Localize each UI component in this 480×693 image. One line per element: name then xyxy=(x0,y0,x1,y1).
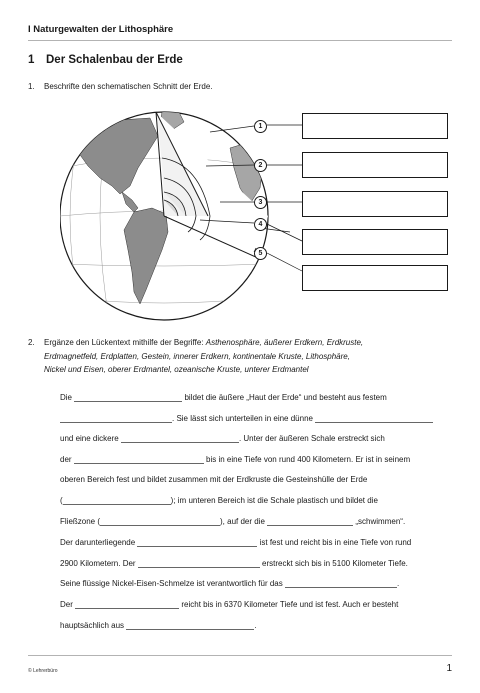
earth-cross-section-illustration xyxy=(60,108,330,328)
cloze-line-5 xyxy=(60,475,452,496)
cloze-line-4 xyxy=(60,454,452,475)
cloze-text-3a: und eine dickere xyxy=(60,434,121,444)
cloze-text-12a: hauptsächlich aus xyxy=(60,620,127,630)
chapter-header: I Naturgewalten der Lithosphäre xyxy=(28,24,452,41)
cloze-text-2b: . Sie lässt sich unterteilen in eine dünne xyxy=(172,413,316,423)
cloze-text-9b: erstreckt sich bis in 5100 Kilometer Tiefe. xyxy=(259,558,408,568)
task-2 xyxy=(28,336,450,377)
cloze-line-3 xyxy=(60,433,452,454)
section-number: 1 xyxy=(28,54,35,66)
cloze-text-9a: 2900 Kilometern. Der xyxy=(60,558,138,568)
cloze-line-2 xyxy=(60,413,452,434)
label-marker-5: 5 xyxy=(254,247,267,260)
cloze-line-7 xyxy=(60,516,452,537)
cloze-text-6b: ); im unteren Bereich ist die Schale plastisch und bildet die xyxy=(170,496,378,506)
cloze-text-3b: . Unter der äußeren Schale erstreckt sich xyxy=(238,434,385,444)
cloze-text-6a: ( xyxy=(60,496,63,506)
cloze-text-12b: . xyxy=(254,620,257,630)
footer-divider xyxy=(28,655,452,656)
answer-box-1[interactable] xyxy=(302,113,448,139)
section-title xyxy=(28,54,183,66)
cloze-text-8b: ist fest und reicht bis in eine Tiefe von rund xyxy=(257,537,412,547)
cloze-line-9 xyxy=(60,558,452,579)
cloze-text xyxy=(60,392,452,640)
cloze-text-7c: „schwimmen“. xyxy=(353,517,406,527)
section-title-text: Der Schalenbau der Erde xyxy=(46,54,183,66)
task-2-intro: Ergänze den Lückentext mithilfe der Begriffe: xyxy=(44,338,206,347)
blank-5[interactable] xyxy=(74,454,204,464)
cloze-line-11 xyxy=(60,599,452,620)
task-1-number: 1. xyxy=(28,82,35,91)
cloze-text-4b: bis in eine Tiefe von rund 400 Kilometern. Er ist in seinem xyxy=(203,455,411,465)
box-connector-lines xyxy=(267,125,302,271)
answer-box-2[interactable] xyxy=(302,152,448,178)
page-number: 1 xyxy=(446,663,452,674)
blank-4[interactable] xyxy=(121,433,239,443)
blank-6[interactable] xyxy=(63,495,171,505)
answer-box-5[interactable] xyxy=(302,265,448,291)
cloze-text-11a: Der xyxy=(60,599,76,609)
task-2-terms-line-3: Nickel und Eisen, oberer Erdmantel, ozeanische Kruste, unterer Erdmantel xyxy=(44,365,309,374)
label-marker-2: 2 xyxy=(254,159,267,172)
task-2-number: 2. xyxy=(28,338,35,347)
label-marker-3: 3 xyxy=(254,196,267,209)
blank-7[interactable] xyxy=(100,516,220,526)
cloze-text-1b: bildet die äußere „Haut der Erde“ und besteht aus festem xyxy=(182,393,387,402)
blank-8[interactable] xyxy=(267,516,353,526)
task-1 xyxy=(28,80,450,94)
cloze-text-11b: reicht bis in 6370 Kilometer Tiefe und ist fest. Auch er besteht xyxy=(179,599,399,609)
blank-9[interactable] xyxy=(137,537,257,547)
cloze-line-1 xyxy=(60,392,452,413)
cloze-text-4a: der xyxy=(60,455,74,465)
blank-1[interactable] xyxy=(74,392,182,402)
blank-13[interactable] xyxy=(126,620,257,630)
label-marker-4: 4 xyxy=(254,218,267,231)
footer-copyright: © Lehrerbüro xyxy=(28,668,58,674)
blank-12[interactable] xyxy=(75,599,179,609)
answer-box-3[interactable] xyxy=(302,191,448,217)
cloze-text-8a: Der darunterliegende xyxy=(60,537,138,547)
blank-2[interactable] xyxy=(60,413,172,423)
cloze-text-7a: Fließzone ( xyxy=(60,517,101,527)
cloze-text-10b: . xyxy=(396,579,400,589)
cloze-text-10a: Seine flüssige Nickel-Eisen-Schmelze ist verantwortlich für das xyxy=(60,579,285,589)
task-2-instructions xyxy=(44,336,450,377)
blank-11[interactable] xyxy=(285,578,400,589)
cloze-line-12 xyxy=(60,620,452,641)
cloze-line-10 xyxy=(60,578,452,599)
label-marker-1: 1 xyxy=(254,120,267,133)
blank-10[interactable] xyxy=(138,558,260,568)
answer-box-4[interactable] xyxy=(302,229,448,255)
blank-3[interactable] xyxy=(315,413,433,423)
cloze-text-5: oberen Bereich fest und bildet zusammen mit der Erdkruste die Gesteinshülle der Erde xyxy=(60,474,368,484)
cloze-line-6 xyxy=(60,495,452,516)
cloze-text-7b: ), auf der die xyxy=(220,517,268,527)
task-2-terms-line-2: Erdmagnetfeld, Erdplatten, Gestein, innerer Erdkern, kontinentale Kruste, Lithosphäre, xyxy=(44,351,350,361)
task-2-terms-line-1: Asthenosphäre, äußerer Erdkern, Erdkruste, xyxy=(205,338,364,347)
cloze-text-1a: Die xyxy=(60,393,75,402)
cloze-line-8 xyxy=(60,537,452,558)
task-1-text: Beschrifte den schematischen Schnitt der Erde. xyxy=(44,82,213,91)
